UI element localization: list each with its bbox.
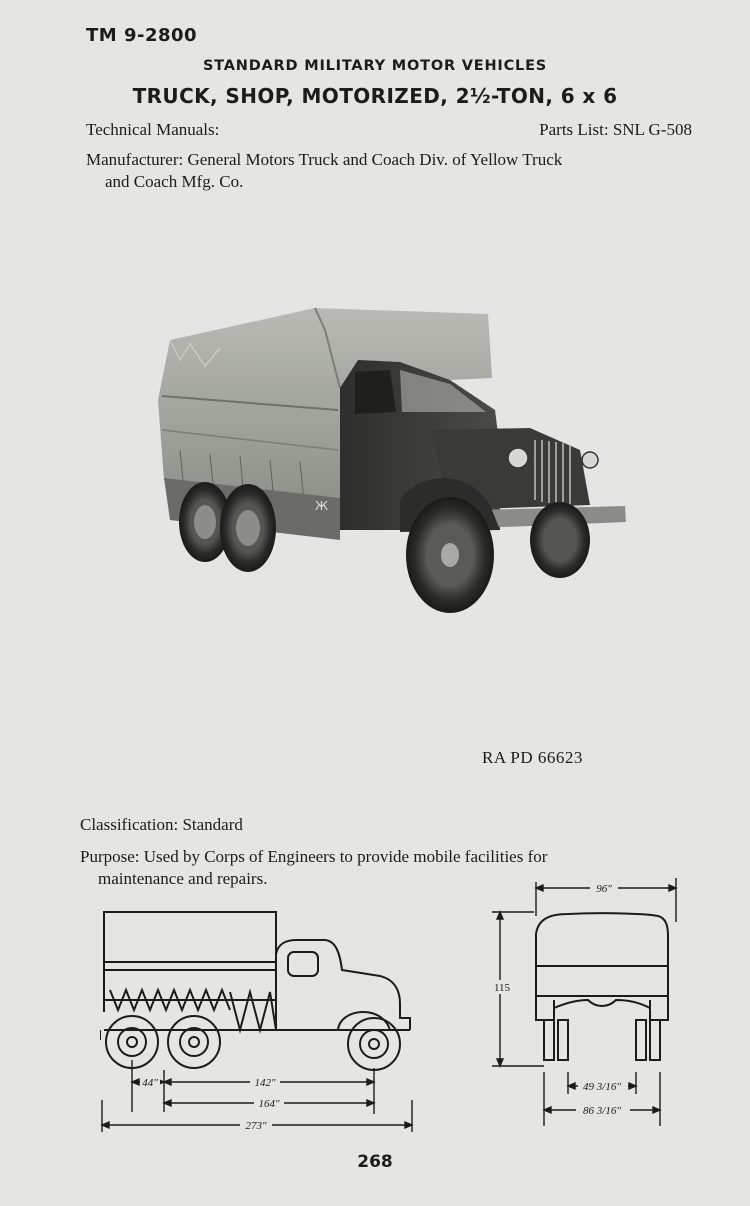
- purpose-line-1: Purpose: Used by Corps of Engineers to provide mobile facilities for: [80, 847, 548, 866]
- dim-track: 49 3/16″: [583, 1081, 621, 1093]
- photo-caption: RA PD 66623: [482, 748, 583, 767]
- rear-view-diagram: [478, 876, 688, 1136]
- dim-164: 164″: [258, 1098, 280, 1110]
- vehicle-title: TRUCK, SHOP, MOTORIZED, 2½-TON, 6 x 6: [132, 84, 618, 108]
- manufacturer-line-1: Manufacturer: General Motors Truck and Coach Div. of Yellow Truck: [86, 150, 563, 169]
- dim-142: 142″: [254, 1077, 276, 1089]
- truck-photo: [150, 300, 640, 620]
- series-heading: STANDARD MILITARY MOTOR VEHICLES: [202, 58, 548, 74]
- purpose-line-2: maintenance and repairs.: [98, 869, 268, 888]
- headlight: [508, 448, 528, 468]
- dim-width: 96″: [596, 883, 612, 895]
- technical-manuals-label: Technical Manuals:: [86, 120, 220, 139]
- page-number: 268: [357, 1152, 393, 1172]
- dim-overall: 86 3/16″: [583, 1105, 621, 1117]
- manufacturer-line-2: and Coach Mfg. Co.: [105, 172, 244, 191]
- cab-marking: Ж: [315, 499, 328, 513]
- dim-44: 44″: [142, 1077, 158, 1089]
- manual-number: TM 9-2800: [86, 25, 198, 46]
- manufacturer: [86, 149, 698, 193]
- parts-list: Parts List: SNL G-508: [539, 120, 692, 139]
- classification: Classification: Standard: [80, 815, 243, 834]
- side-view-diagram: [100, 900, 430, 1140]
- dim-273: 273″: [245, 1120, 267, 1132]
- dim-height: 115: [493, 982, 511, 994]
